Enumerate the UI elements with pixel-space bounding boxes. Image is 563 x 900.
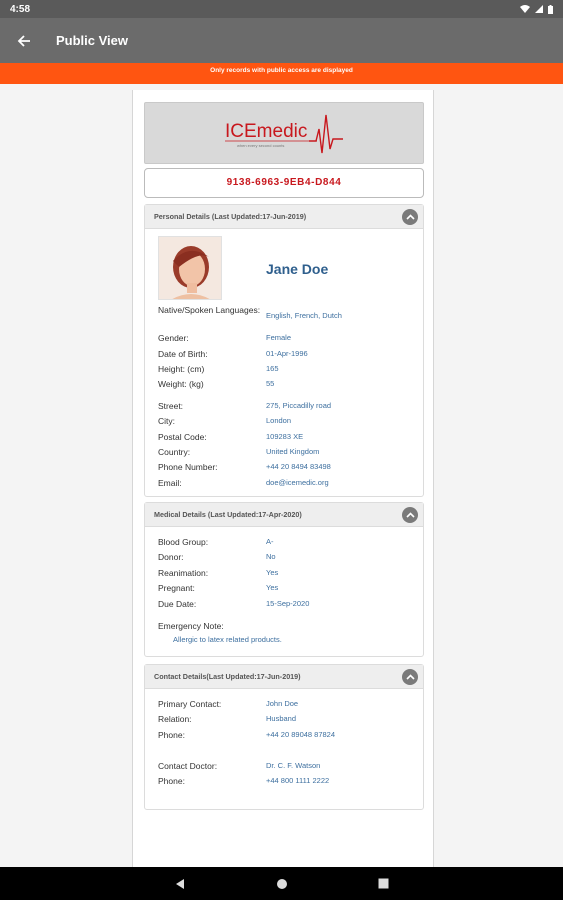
field-label: Reanimation: <box>158 568 209 578</box>
status-time: 4:58 <box>10 3 31 15</box>
field-label: Native/Spoken Languages: <box>158 305 261 315</box>
chevron-up-icon <box>406 214 415 220</box>
field-value: +44 800 1111 2222 <box>266 776 330 785</box>
nav-home-icon[interactable] <box>276 878 288 890</box>
field-value: doe@icemedic.org <box>266 478 329 487</box>
field-label: Phone: <box>158 776 185 786</box>
field-value: Yes <box>266 583 279 592</box>
wifi-icon <box>520 5 530 13</box>
field-label: Email: <box>158 478 182 488</box>
status-icons <box>520 5 553 14</box>
nav-back-icon[interactable] <box>174 878 186 890</box>
field-label: Primary Contact: <box>158 699 222 709</box>
field-value: 109283 XE <box>266 432 304 441</box>
field-label: Street: <box>158 401 184 411</box>
field-value: United Kingdom <box>266 447 320 456</box>
icemedic-logo <box>225 109 345 159</box>
field-label: Blood Group: <box>158 537 209 547</box>
logo-tagline: when every second counts <box>237 143 285 148</box>
field-label: City: <box>158 416 175 426</box>
field-value: 01-Apr-1996 <box>266 349 308 358</box>
emergency-note-value: Allergic to latex related products. <box>173 635 282 644</box>
field-label: Gender: <box>158 333 189 343</box>
contact-details-card <box>144 664 424 810</box>
field-value: +44 20 89048 87824 <box>266 730 336 739</box>
field-label: Donor: <box>158 552 184 562</box>
field-label: Weight: (kg) <box>158 379 204 389</box>
emergency-note-label: Emergency Note: <box>158 621 224 631</box>
status-bar <box>0 0 563 18</box>
field-value: London <box>266 416 292 425</box>
field-value: Dr. C. F. Watson <box>266 761 321 770</box>
signal-icon <box>535 5 543 13</box>
person-name: Jane Doe <box>266 261 329 277</box>
field-value: A- <box>266 537 274 546</box>
back-arrow-icon <box>17 34 31 48</box>
field-label: Relation: <box>158 714 192 724</box>
field-label: Phone Number: <box>158 462 218 472</box>
field-value: Yes <box>266 568 279 577</box>
field-label: Height: (cm) <box>158 364 205 374</box>
contact-details-header[interactable] <box>145 665 423 689</box>
chevron-up-icon <box>406 512 415 518</box>
chevron-up-icon <box>406 674 415 680</box>
field-value: 55 <box>266 379 275 388</box>
record-id: 9138-6963-9EB4-D844 <box>144 168 424 198</box>
profile-photo <box>159 237 222 300</box>
field-value: Husband <box>266 714 297 723</box>
field-label: Due Date: <box>158 599 197 609</box>
battery-icon <box>548 5 553 14</box>
public-access-notice: Only records with public access are displayed <box>0 63 563 84</box>
logo-banner <box>144 102 424 164</box>
contact-details-title: Contact Details(Last Updated:17-Jun-2019) <box>154 672 301 681</box>
field-value: No <box>266 552 276 561</box>
field-value: John Doe <box>266 699 299 708</box>
field-value: Female <box>266 333 292 342</box>
page-title: Public View <box>56 33 129 48</box>
medical-details-header[interactable] <box>145 503 423 527</box>
field-label: Postal Code: <box>158 432 207 442</box>
personal-details-title: Personal Details (Last Updated:17-Jun-2019) <box>154 212 307 221</box>
record-view <box>132 90 434 867</box>
field-label: Country: <box>158 447 191 457</box>
back-button[interactable] <box>0 18 48 63</box>
field-value: English, French, Dutch <box>266 311 342 320</box>
field-value: 275, Piccadilly road <box>266 401 332 410</box>
app-bar <box>0 18 563 63</box>
logo-brand: ICEmedic <box>225 121 308 142</box>
field-value: +44 20 8494 83498 <box>266 462 331 471</box>
medical-details-title: Medical Details (Last Updated:17-Apr-2020) <box>154 510 302 519</box>
field-label: Date of Birth: <box>158 349 208 359</box>
field-label: Phone: <box>158 730 185 740</box>
personal-details-header[interactable] <box>145 205 423 229</box>
field-label: Pregnant: <box>158 583 195 593</box>
collapse-medical-button[interactable] <box>402 507 418 523</box>
personal-details-card <box>144 204 424 497</box>
collapse-contact-button[interactable] <box>402 669 418 685</box>
medical-details-card <box>144 502 424 657</box>
collapse-personal-button[interactable] <box>402 209 418 225</box>
nav-recents-icon[interactable] <box>378 878 389 889</box>
field-value: 165 <box>266 364 279 373</box>
system-nav-bar <box>0 867 563 900</box>
field-value: 15-Sep-2020 <box>266 599 310 608</box>
avatar <box>158 236 222 300</box>
field-label: Contact Doctor: <box>158 761 218 771</box>
